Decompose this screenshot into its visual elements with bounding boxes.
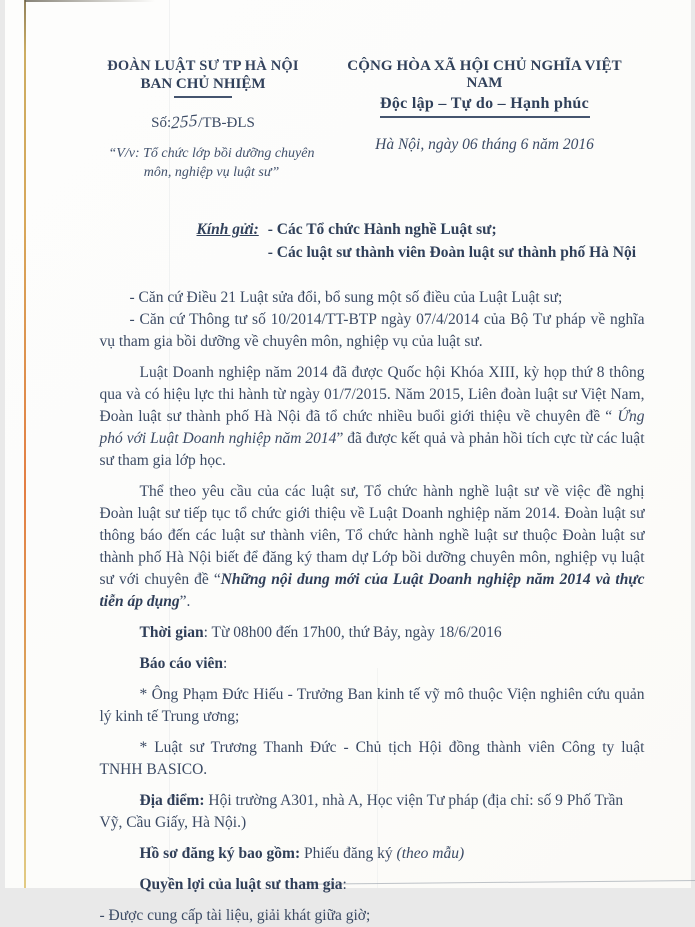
place-and-date: Hà Nội, ngày 06 tháng 6 năm 2016 bbox=[375, 135, 594, 153]
org-department: BAN CHỦ NHIỆM bbox=[140, 76, 266, 92]
national-motto: Độc lập – Tự do – Hạnh phúc bbox=[379, 95, 590, 112]
org-underline bbox=[174, 96, 232, 98]
legal-basis-1: - Căn cứ Điều 21 Luật sửa đổi, bổ sung một số điều của Luật Luật sư; bbox=[129, 288, 563, 306]
paragraph-background-end: ” đã được kết quả và phản hồi tích cực từ các luật sư tham gia lớp học. bbox=[99, 429, 645, 469]
document-content bbox=[5, 0, 691, 927]
speakers-colon: : bbox=[223, 654, 228, 672]
paragraph-background bbox=[100, 362, 645, 472]
speaker-1: * Ông Phạm Đức Hiếu - Trưởng Ban kinh tế vỹ mô thuộc Viện nghiên cứu quản lý kinh tế Trung ương; bbox=[99, 685, 645, 725]
document-number bbox=[106, 112, 301, 132]
dossier-label: Hồ sơ đăng ký bao gồm: bbox=[139, 844, 301, 862]
benefits-label: Quyền lợi của luật sư tham gia bbox=[139, 875, 343, 893]
seminar-topic-2015: Ứng phó với Luật Doanh nghiệp năm 2014 bbox=[99, 407, 645, 447]
time-line bbox=[100, 622, 645, 644]
venue-value: Hội trường A301, nhà A, Học viện Tư pháp (địa chỉ: số 9 Phố Trần Vỹ, Cầu Giấy, Hà Nội.) bbox=[99, 791, 624, 831]
legal-basis-2: - Căn cứ Thông tư số 10/2014/TT-BTP ngày 07/4/2014 của Bộ Tư pháp về nghĩa vụ tham gia bồi dưỡng về chuyên môn, nghiệp vụ của luật sư. bbox=[99, 310, 645, 350]
speakers-label: Báo cáo viên bbox=[139, 654, 224, 672]
recipients-label: Kính gửi: bbox=[196, 220, 259, 238]
dossier-line bbox=[100, 843, 645, 865]
paragraph-announcement-end: ”. bbox=[179, 592, 191, 610]
document-subject: “V/v: Tổ chức lớp bồi dưỡng chuyên môn, nghiệp vụ luật sư” bbox=[108, 145, 315, 180]
national-title: CỘNG HÒA XÃ HỘI CHỦ NGHĨA VIỆT NAM bbox=[347, 58, 622, 91]
scanned-document-page bbox=[5, 0, 691, 924]
handwritten-number: 255 bbox=[171, 110, 199, 132]
seminar-topic-2016: Những nội dung mới của Luật Doanh nghiệp năm 2014 và thực tiễn áp dụng bbox=[99, 570, 645, 610]
document-body bbox=[100, 287, 645, 927]
recipient-line-1: - Các Tổ chức Hành nghề Luật sư; bbox=[267, 220, 497, 238]
venue-label: Địa điểm: bbox=[139, 791, 205, 809]
time-label: Thời gian bbox=[139, 623, 204, 641]
recipient-line-2: - Các luật sư thành viên Đoàn luật sư thành phố Hà Nội bbox=[267, 243, 637, 261]
document-header bbox=[100, 58, 645, 182]
paragraph-announcement bbox=[100, 481, 645, 613]
time-value: : Từ 08h00 đến 17h00, thứ Bảy, ngày 18/6/2016 bbox=[203, 623, 502, 641]
dossier-value: Phiếu đăng ký bbox=[300, 844, 397, 862]
paragraph-background-text: Luật Doanh nghiệp năm 2014 đã được Quốc hội Khóa XIII, kỳ họp thứ 8 thông qua và có hiệu lực thi hành từ ngày 01/7/2015. Năm 2015, Liên đoàn luật sư Việt Nam, Đoàn luật sư thành phố Hà Nội đã tổ chức nhiều buổi giới thiệu về chuyên đề “ bbox=[99, 363, 645, 425]
venue-line bbox=[100, 790, 645, 834]
motto-underline bbox=[380, 116, 590, 118]
org-name: ĐOÀN LUẬT SƯ TP HÀ NỘI bbox=[107, 58, 299, 74]
document-number-prefix: Số: bbox=[151, 114, 172, 131]
speakers-heading bbox=[100, 653, 645, 675]
recipient-lines bbox=[268, 218, 636, 264]
benefits-heading bbox=[100, 874, 645, 896]
benefits-colon: : bbox=[342, 875, 347, 893]
recipients-block bbox=[197, 218, 645, 264]
speaker-2: * Luật sư Trương Thanh Đức - Chủ tịch Hội đồng thành viên Công ty luật TNHH BASICO. bbox=[99, 738, 645, 778]
benefit-1: - Được cung cấp tài liệu, giải khát giữa giờ; bbox=[99, 906, 371, 924]
paragraph-announcement-text: Thể theo yêu cầu của các luật sư, Tổ chức hành nghề luật sư về việc đề nghị Đoàn luật sư tiếp tục tổ chức giới thiệu về Luật Doanh nghiệp năm 2014. Đoàn luật sư thông báo đến các luật sư thành viên, Tổ chức hành nghề luật sư thuộc Đoàn luật sư thành phố Hà Nội biết để đăng ký tham dự Lớp bồi dưỡng chuyên môn, nghiệp vụ luật sư với chuyên đề “ bbox=[99, 482, 645, 588]
dossier-note: (theo mẫu) bbox=[396, 844, 465, 862]
national-header-block bbox=[339, 58, 631, 182]
document-number-suffix: /TB-ĐLS bbox=[198, 114, 255, 131]
issuing-org-block bbox=[106, 58, 315, 182]
